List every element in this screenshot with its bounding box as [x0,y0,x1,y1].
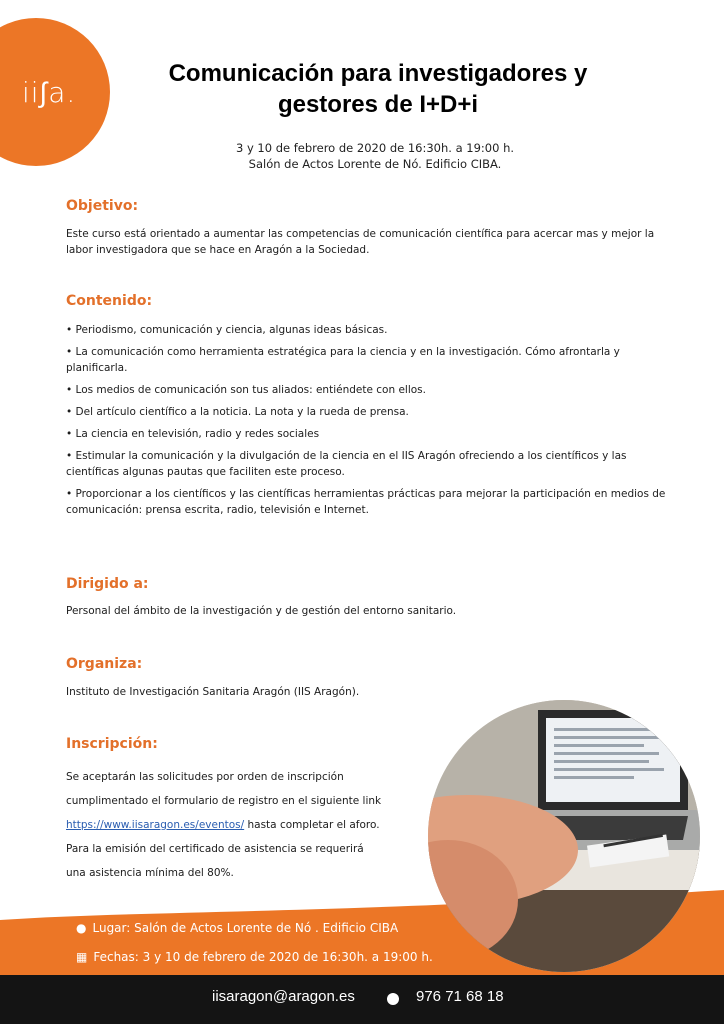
title-line-1: Comunicación para investigadores y [168,60,588,87]
inscripcion-text [66,765,446,885]
laptop-photo [428,700,700,972]
list-item: • Periodismo, comunicación y ciencia, algunas ideas básicas. [66,322,666,338]
date-line: 3 y 10 de febrero de 2020 de 16:30h. a 19:00 h. [235,141,515,155]
footer-fechas [76,950,433,964]
organiza-text: Instituto de Investigación Sanitaria Aragón (IIS Aragón). [66,686,360,698]
subtitle [220,140,530,172]
inscripcion-heading: Inscripción: [66,736,158,752]
email[interactable]: iisaragon@aragon.es [212,988,355,1005]
dirigido-heading: Dirigido a: [66,576,149,592]
lugar-text: Lugar: Salón de Actos Lorente de Nó . Edificio CIBA [92,921,399,935]
objetivo-heading: Objetivo: [66,198,139,214]
list-item: • Del artículo científico a la noticia. La nota y la rueda de prensa. [66,404,666,420]
objetivo-text: Este curso está orientado a aumentar las competencias de comunicación científica para acercar mas y mejor la labor investigadora que se hace en Aragón a la Sociedad. [66,228,655,256]
phone: 976 71 68 18 [416,988,504,1005]
fechas-text: Fechas: 3 y 10 de febrero de 2020 de 16:30h. a 19:00 h. [93,950,433,964]
list-item: • Proporcionar a los científicos y las científicas herramientas prácticas para mejorar la participación en medios de comunicación: prensa escrita, radio, televisión e Internet. [66,486,666,518]
inscripcion-line-1: Se aceptarán las solicitudes por orden de inscripción [66,771,344,783]
inscripcion-line-4: Para la emisión del certificado de asistencia se requerirá [66,843,364,855]
page-title [108,58,648,120]
logo: ii∫a. [22,76,77,109]
footer-lugar [76,921,399,935]
inscripcion-line-3-rest: hasta completar el aforo. [244,819,380,831]
calendar-icon: ▦ [76,950,88,964]
title-line-2: gestores de I+D+i [277,91,479,118]
list-item: • La ciencia en televisión, radio y redes sociales [66,426,666,442]
list-item: • Los medios de comunicación son tus aliados: entiéndete con ellos. [66,382,666,398]
dirigido-text: Personal del ámbito de la investigación y de gestión del entorno sanitario. [66,605,457,617]
list-item: • Estimular la comunicación y la divulgación de la ciencia en el IIS Aragón ofreciendo a los científicos y las científicas algunas pautas que faciliten este proceso. [66,448,666,480]
registration-link[interactable]: https://www.iisaragon.es/eventos/ [66,819,245,831]
inscripcion-line-5: una asistencia mínima del 80%. [66,867,234,879]
organiza-heading: Organiza: [66,656,143,672]
separator-dot [387,993,399,1005]
inscripcion-line-2: cumplimentado el formulario de registro en el siguiente link [66,795,382,807]
list-item: • La comunicación como herramienta estratégica para la ciencia y en la investigación. Cómo afrontarla y planificarla. [66,344,666,376]
contenido-heading: Contenido: [66,293,153,309]
location-pin-icon: ● [76,921,87,935]
venue-line: Salón de Actos Lorente de Nó. Edificio CIBA. [248,157,502,171]
contenido-list [66,322,666,524]
footer-bar [0,975,724,1024]
inscripcion-line-3 [66,813,446,837]
